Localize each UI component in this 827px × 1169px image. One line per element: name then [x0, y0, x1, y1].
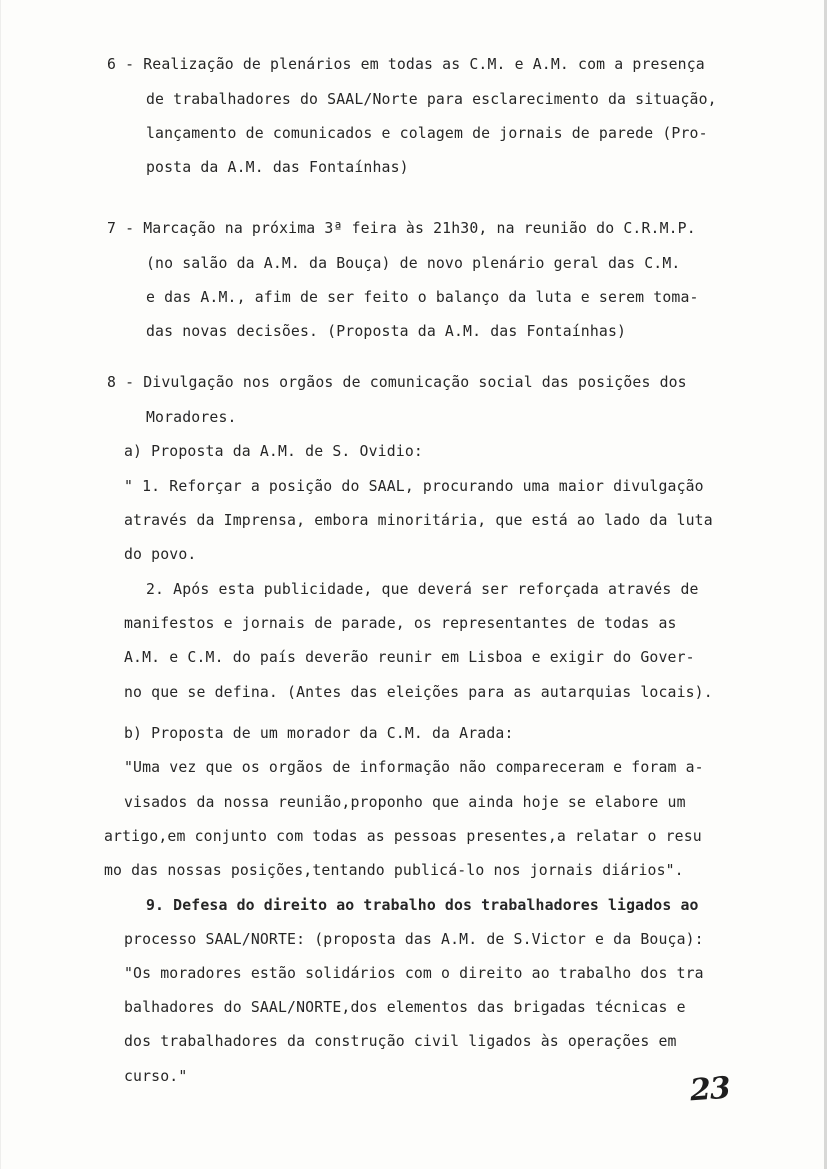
- text-line: 2. Após esta publicidade, que deverá ser reforçada através de: [146, 581, 699, 598]
- text-line: 9. Defesa do direito ao trabalho dos trabalhadores ligados ao: [146, 897, 699, 914]
- text-line: curso.": [124, 1068, 188, 1085]
- text-line: processo SAAL/NORTE: (proposta das A.M. de S.Victor e da Bouça):: [124, 931, 704, 948]
- text-line: 6 - Realização de plenários em todas as C.M. e A.M. com a presença: [107, 56, 705, 73]
- text-line: posta da A.M. das Fontaínhas): [146, 159, 409, 176]
- text-line: dos trabalhadores da construção civil ligados às operações em: [124, 1033, 677, 1050]
- text-line: A.M. e C.M. do país deverão reunir em Lisboa e exigir do Gover-: [124, 649, 695, 666]
- text-line: " 1. Reforçar a posição do SAAL, procurando uma maior divulgação: [124, 478, 704, 495]
- text-line: artigo,em conjunto com todas as pessoas presentes,a relatar o resu: [104, 828, 702, 845]
- text-line: no que se defina. (Antes das eleições para as autarquias locais).: [124, 684, 713, 701]
- text-line: 8 - Divulgação nos orgãos de comunicação social das posições dos: [107, 374, 687, 391]
- text-line: visados da nossa reunião,proponho que ainda hoje se elabore um: [124, 794, 686, 811]
- text-line: de trabalhadores do SAAL/Norte para esclarecimento da situação,: [146, 91, 717, 108]
- text-line: lançamento de comunicados e colagem de jornais de parede (Pro-: [146, 125, 708, 142]
- text-line: das novas decisões. (Proposta da A.M. das Fontaínhas): [146, 323, 627, 340]
- text-line: (no salão da A.M. da Bouça) de novo plenário geral das C.M.: [146, 255, 681, 272]
- text-line: mo das nossas posições,tentando publicá-lo nos jornais diários".: [104, 862, 684, 879]
- text-line: "Uma vez que os orgãos de informação não compareceram e foram a-: [124, 759, 704, 776]
- text-line: balhadores do SAAL/NORTE,dos elementos das brigadas técnicas e: [124, 999, 686, 1016]
- text-line: e das A.M., afim de ser feito o balanço da luta e serem toma-: [146, 289, 699, 306]
- text-line: "Os moradores estão solidários com o direito ao trabalho dos tra: [124, 965, 704, 982]
- text-line: a) Proposta da A.M. de S. Ovidio:: [124, 443, 423, 460]
- page-left-edge: [0, 0, 1, 1169]
- page-number: 23: [688, 1070, 731, 1109]
- text-line: através da Imprensa, embora minoritária, que está ao lado da luta: [124, 512, 713, 529]
- text-line: Moradores.: [146, 409, 237, 426]
- text-line: do povo.: [124, 546, 197, 563]
- text-line: manifestos e jornais de parade, os representantes de todas as: [124, 615, 677, 632]
- text-line: b) Proposta de um morador da C.M. da Arada:: [124, 725, 514, 742]
- text-line: 7 - Marcação na próxima 3ª feira às 21h30, na reunião do C.R.M.P.: [107, 220, 696, 237]
